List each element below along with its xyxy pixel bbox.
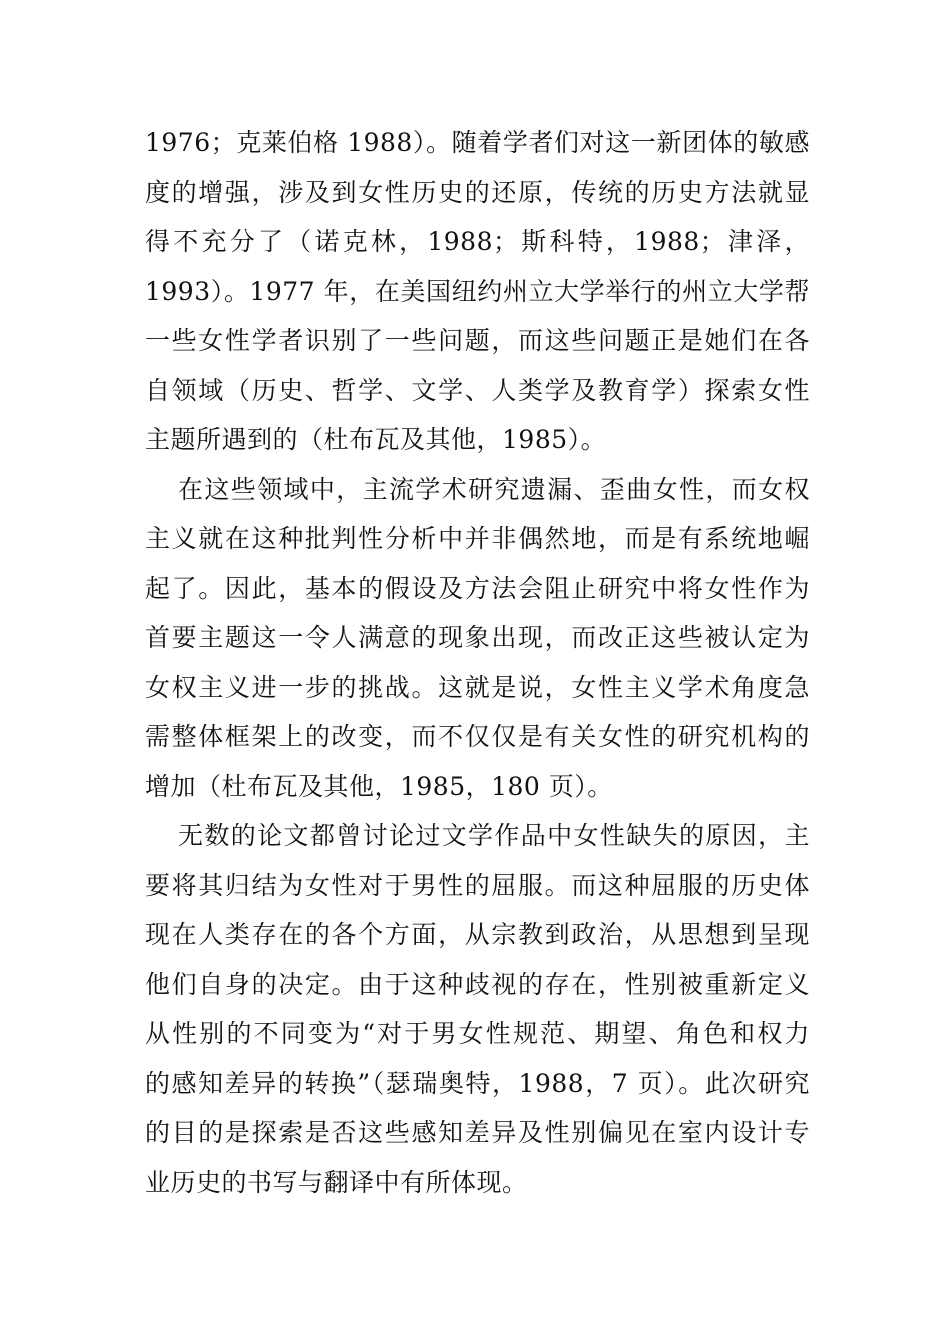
paragraph-line: 现在人类存在的各个方面，从宗教到政治，从思想到呈现	[145, 920, 810, 949]
paragraph-line: 他们自身的决定。由于这种歧视的存在，性别被重新定义	[145, 969, 810, 999]
paragraph-3	[145, 811, 810, 1207]
paragraph-line: 主义就在这种批判性分析中并非偶然地，而是有系统地崛	[145, 524, 810, 553]
paragraph-1	[145, 118, 810, 465]
paragraph-line: 1976；克莱伯格 1988）。随着学者们对这一新团体的敏感	[145, 128, 810, 157]
paragraph-line: 增加（杜布瓦及其他，1985，180 页）。	[145, 771, 613, 801]
document-body	[145, 118, 810, 1207]
paragraph-line: 无数的论文都曾讨论过文学作品中女性缺失的原因，主	[178, 821, 810, 850]
paragraph-line: 起了。因此，基本的假设及方法会阻止研究中将女性作为	[145, 573, 810, 603]
paragraph-line: 女权主义进一步的挑战。这就是说，女性主义学术角度急	[145, 672, 810, 702]
paragraph-line: 的感知差异的转换”（瑟瑞奥特，1988，7 页）。此次研究	[145, 1068, 810, 1098]
paragraph-line: 要将其归结为女性对于男性的屈服。而这种屈服的历史体	[145, 870, 810, 900]
paragraph-2	[145, 465, 810, 812]
paragraph-line: 自领域（历史、哲学、文学、人类学及教育学）探索女性	[145, 375, 810, 405]
paragraph-line: 一些女性学者识别了一些问题，而这些问题正是她们在各	[145, 326, 810, 355]
paragraph-line: 1993）。1977 年，在美国纽约州立大学举行的州立大学帮	[145, 276, 810, 306]
paragraph-line: 在这些领域中，主流学术研究遗漏、歪曲女性，而女权	[178, 474, 810, 504]
paragraph-line: 度的增强，涉及到女性历史的还原，传统的历史方法就显	[145, 177, 810, 207]
paragraph-line: 主题所遇到的（杜布瓦及其他，1985）。	[145, 425, 607, 454]
paragraph-line: 需整体框架上的改变，而不仅仅是有关女性的研究机构的	[145, 722, 810, 751]
paragraph-line: 从性别的不同变为“对于男女性规范、期望、角色和权力	[145, 1019, 810, 1048]
paragraph-line: 业历史的书写与翻译中有所体现。	[145, 1167, 528, 1197]
paragraph-line: 得不充分了（诺克林，1988；斯科特，1988；津泽，	[145, 227, 810, 256]
paragraph-line: 首要主题这一令人满意的现象出现，而改正这些被认定为	[145, 623, 810, 652]
paragraph-line: 的目的是探索是否这些感知差异及性别偏见在室内设计专	[145, 1118, 810, 1147]
